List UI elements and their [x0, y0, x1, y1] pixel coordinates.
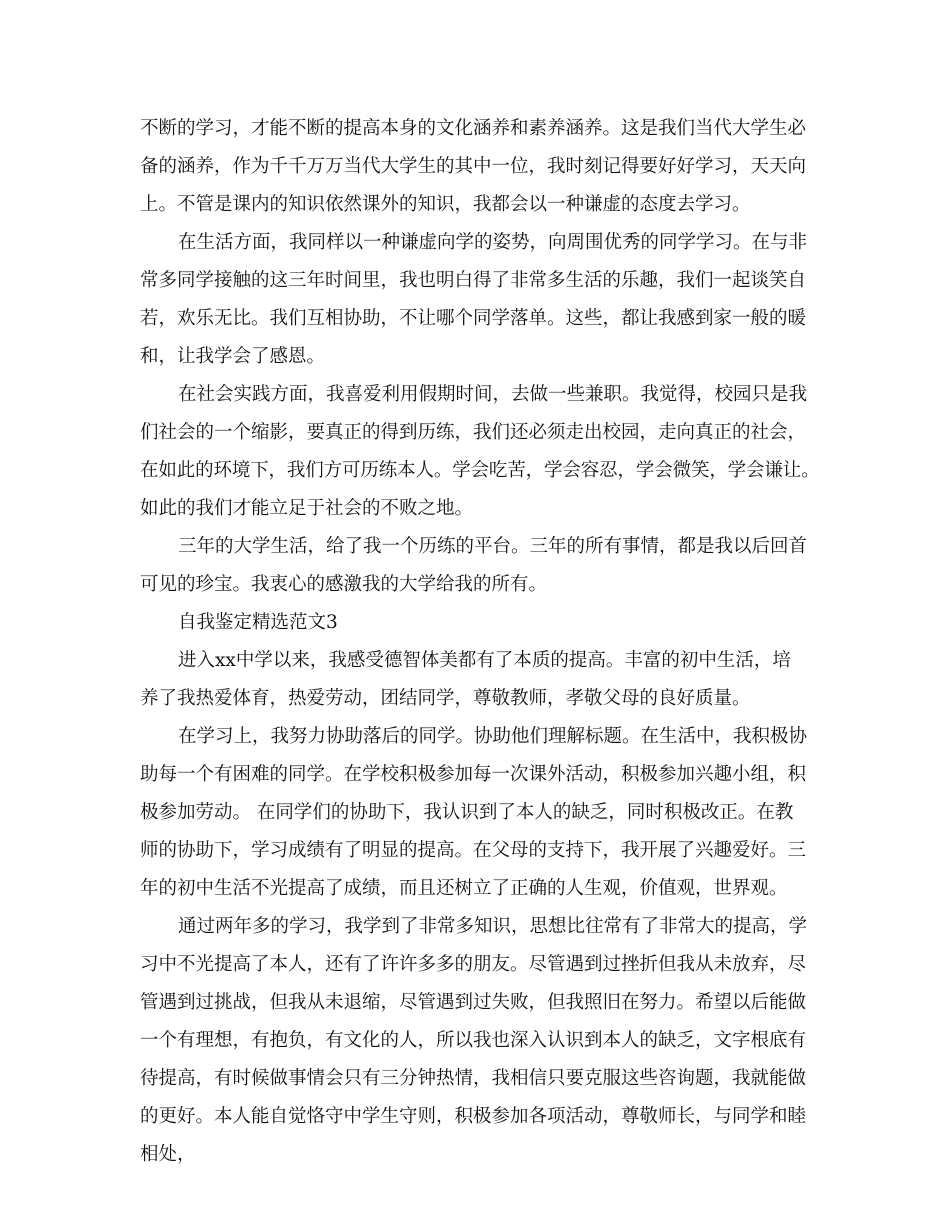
text-line: 在学习上，我努力协助落后的同学。协助他们理解标题。在生活中，我积极协: [178, 726, 808, 747]
text-line: 一个有理想，有抱负，有文化的人，所以我也深入认识到本人的缺乏，文字根底有: [140, 1030, 807, 1051]
text-line: 师的协助下，学习成绩有了明显的提高。在父母的支持下，我开展了兴趣爱好。三: [140, 840, 807, 861]
text-line: 和，让我学会了感恩。: [140, 346, 326, 367]
text-line: 如此的我们才能立足于社会的不败之地。: [140, 498, 474, 519]
text-line: 极参加劳动。 在同学们的协助下，我认识到了本人的缺乏，同时积极改正。在教: [140, 802, 794, 823]
text-line: 们社会的一个缩影，要真正的得到历练，我们还必须走出校园，走向真正的社会，: [140, 422, 807, 443]
text-line: 养了我热爱体育，热爱劳动，团结同学，尊敬教师，孝敬父母的良好质量。: [140, 688, 751, 709]
text-line: 若，欢乐无比。我们互相协助，不让哪个同学落单。这些，都让我感到家一般的暖: [140, 308, 807, 329]
text-line: 习中不光提高了本人，还有了许许多多的朋友。尽管遇到过挫折但我从未放弃，尽: [140, 954, 807, 975]
section-heading: 自我鉴定精选范文3: [178, 612, 338, 633]
text-line: 在如此的环境下，我们方可历练本人。学会吃苦，学会容忍，学会微笑，学会谦让。: [140, 460, 820, 481]
text-line: 可见的珍宝。我衷心的感激我的大学给我的所有。: [140, 574, 548, 595]
text-line: 助每一个有困难的同学。在学校积极参加每一次课外活动，积极参加兴趣小组，积: [140, 764, 807, 785]
text-line: 上。不管是课内的知识依然课外的知识，我都会以一种谦虚的态度去学习。: [140, 194, 751, 215]
text-line: 年的初中生活不光提高了成绩，而且还树立了正确的人生观，价值观，世界观。: [140, 878, 788, 899]
text-line: 相处，: [140, 1144, 196, 1165]
text-line: 常多同学接触的这三年时间里，我也明白得了非常多生活的乐趣，我们一起谈笑自: [140, 270, 807, 291]
text-line: 管遇到过挑战，但我从未退缩，尽管遇到过失败，但我照旧在努力。希望以后能做: [140, 992, 807, 1013]
text-line: 备的涵养，作为千千万万当代大学生的其中一位，我时刻记得要好好学习，天天向: [140, 156, 807, 177]
text-line: 三年的大学生活，给了我一个历练的平台。三年的所有事情，都是我以后回首: [178, 536, 808, 557]
text-line: 在生活方面，我同样以一种谦虚向学的姿势，向周围优秀的同学学习。在与非: [178, 232, 808, 253]
text-line: 待提高，有时候做事情会只有三分钟热情，我相信只要克服这些咨询题，我就能做: [140, 1068, 807, 1089]
text-line: 进入xx中学以来，我感受德智体美都有了本质的提高。丰富的初中生活，培: [178, 650, 791, 671]
text-line: 的更好。本人能自觉恪守中学生守则，积极参加各项活动，尊敬师长，与同学和睦: [140, 1106, 807, 1127]
text-line: 在社会实践方面，我喜爱利用假期时间，去做一些兼职。我觉得，校园只是我: [178, 384, 808, 405]
text-line: 通过两年多的学习，我学到了非常多知识，思想比往常有了非常大的提高，学: [178, 916, 808, 937]
text-line: 不断的学习，才能不断的提高本身的文化涵养和素养涵养。这是我们当代大学生必: [140, 118, 807, 139]
